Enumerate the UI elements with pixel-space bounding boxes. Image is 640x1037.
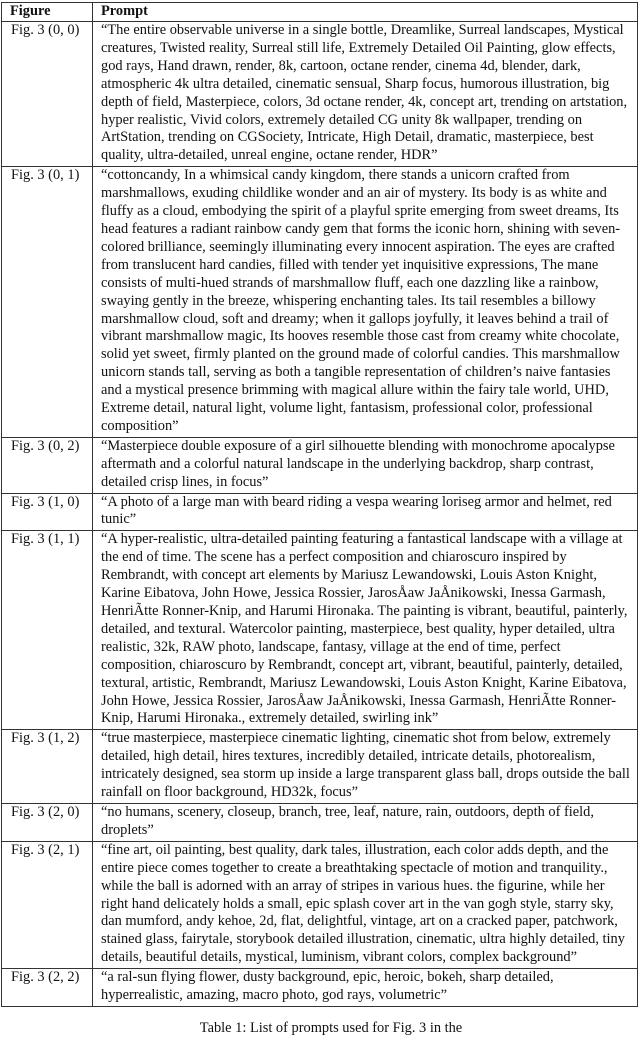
prompt-cell: “A hyper-realistic, ultra-detailed painting featuring a fantastical landscape with a village at the end of time. The scene has a perfect composition and chiaroscuro inspired by Rembrandt, with concept art elements by Mariusz Lewandowski, Louis Aston Knight, Karine Eibatova, John Howe, Jessica Rossier, JarosÅaw JaÅnikowski, Inessa Garmash, HenriÃtte Ronner-Knip, and Harumi Hironaka. The painting is vibrant, beautiful, painterly, detailed, and textural. Watercolor painting, masterpiece, best quality, hyper detailed, ultra realistic, 32k, RAW photo, landscape, fantasy, village at the end of time, perfect composition, chiaroscuro by Rembrandt, concept art, vibrant, beautiful, painterly, detailed, textural, artistic, Rembrandt, Mariusz Lewandowski, Louis Aston Knight, Karine Eibatova, John Howe, Jessica Rossier, JarosÅaw JaÅnikowski, Inessa Garmash, HenriÃtte Ronner-Knip, Harumi Hironaka., extremely detailed, swirling ink” — [93, 531, 638, 730]
figure-cell: Fig. 3 (2, 1) — [2, 841, 93, 968]
prompts-table — [1, 2, 638, 1007]
prompt-cell: “no humans, scenery, closeup, branch, tree, leaf, nature, rain, outdoors, depth of field, droplets” — [93, 803, 638, 841]
header-figure: Figure — [2, 3, 93, 22]
prompt-cell: “cottoncandy, In a whimsical candy kingdom, there stands a unicorn crafted from marshmallows, exuding childlike wonder and an air of mystery. Its body is as white and fluffy as a cloud, embodying the spirit of a playful sprite emerging from sweet dreams, Its head features a radiant rainbow candy gem that forms the iconic horn, shining with seven-colored brilliance, seemingly illuminating every innocent aspiration. The eyes are crafted from translucent hard candies, filled with tender yet inquisitive expressions, The mane consists of multi-hued strands of marshmallow fluff, each one dazzling like a rainbow, swaying gently in the breeze, whispering enchanting tales. Its tail resembles a billowy marshmallow cloud, soft and dreamy; when it gallops joyfully, it leaves behind a trail of vibrant marshmallow magic, Its hooves resemble those cast from creamy white chocolate, solid yet sweet, firmly planted on the ground made of colorful candies. This marshmallow unicorn stands tall, serving as both a tangible representation of children’s naive fantasies and a mystical presence brimming with magical allure within the fairy tale world, UHD, Extreme detail, natural light, volume light, fantasism, professional color, professional composition” — [93, 167, 638, 438]
table-row — [2, 841, 638, 968]
prompt-cell: “The entire observable universe in a single bottle, Dreamlike, Surreal landscapes, Mystical creatures, Twisted reality, Surreal still life, Extremely Detailed Oil Painting, glow effects, god rays, Hand drawn, render, 8k, cartoon, octane render, cinema 4d, blender, dark, atmospheric 4k ultra detailed, cinematic sensual, Sharp focus, humorous illustration, big depth of field, Masterpiece, colors, 3d octane render, 4k, concept art, trending on artstation, hyper realistic, Vivid colors, extremely detailed CG unity 8k wallpaper, trending on ArtStation, trending on CGSociety, Intricate, High Detail, dramatic, masterpiece, best quality, ultra-detailed, unreal engine, octane render, HDR” — [93, 22, 638, 167]
prompt-cell: “Masterpiece double exposure of a girl silhouette blending with monochrome apocalypse aftermath and a colorful natural landscape in the underlying backdrop, sharp contrast, detailed crisp lines, in focus” — [93, 437, 638, 493]
table-row — [2, 167, 638, 438]
table-row — [2, 22, 638, 167]
figure-cell: Fig. 3 (0, 2) — [2, 437, 93, 493]
header-prompt: Prompt — [93, 3, 638, 22]
table-caption: Table 1: List of prompts used for Fig. 3 in the — [199, 1019, 463, 1036]
table-row — [2, 493, 638, 531]
table-row — [2, 730, 638, 804]
figure-cell: Fig. 3 (1, 1) — [2, 531, 93, 730]
prompt-cell: “true masterpiece, masterpiece cinematic lighting, cinematic shot from below, extremely detailed, high detail, hires textures, incredibly detailed, intricate details, photorealism, intricately designed, sea storm up inside a large transparent glass ball, drops outside the ball rainfall on floor background, HD32k, focus” — [93, 730, 638, 804]
prompt-cell: “fine art, oil painting, best quality, dark tales, illustration, each color adds depth, and the entire piece comes together to create a breathtaking spectacle of motion and tranquility., while the ball is adorned with an array of stripes in various hues. the figurine, while her right hand delicately holds a small, epic splash cover art in the van gogh style, starry sky, dan mumford, andy kehoe, 2d, flat, delightful, vintage, art on a cracked paper, patchwork, stained glass, fairytale, storybook detailed illustration, cinematic, ultra highly detailed, tiny details, beautiful details, mystical, luminism, vibrant colors, complex background” — [93, 841, 638, 968]
figure-cell: Fig. 3 (0, 1) — [2, 167, 93, 438]
figure-cell: Fig. 3 (2, 2) — [2, 969, 93, 1007]
figure-cell: Fig. 3 (2, 0) — [2, 803, 93, 841]
figure-cell: Fig. 3 (0, 0) — [2, 22, 93, 167]
figure-cell: Fig. 3 (1, 0) — [2, 493, 93, 531]
table-row — [2, 969, 638, 1007]
prompt-cell: “A photo of a large man with beard riding a vespa wearing loriseg armor and helmet, red tunic” — [93, 493, 638, 531]
table-row — [2, 803, 638, 841]
table-row — [2, 531, 638, 730]
table-header-row — [2, 3, 638, 22]
prompt-cell: “a ral-sun flying flower, dusty background, epic, heroic, bokeh, sharp detailed, hyperrealistic, amazing, macro photo, god rays, volumetric” — [93, 969, 638, 1007]
figure-cell: Fig. 3 (1, 2) — [2, 730, 93, 804]
table-row — [2, 437, 638, 493]
